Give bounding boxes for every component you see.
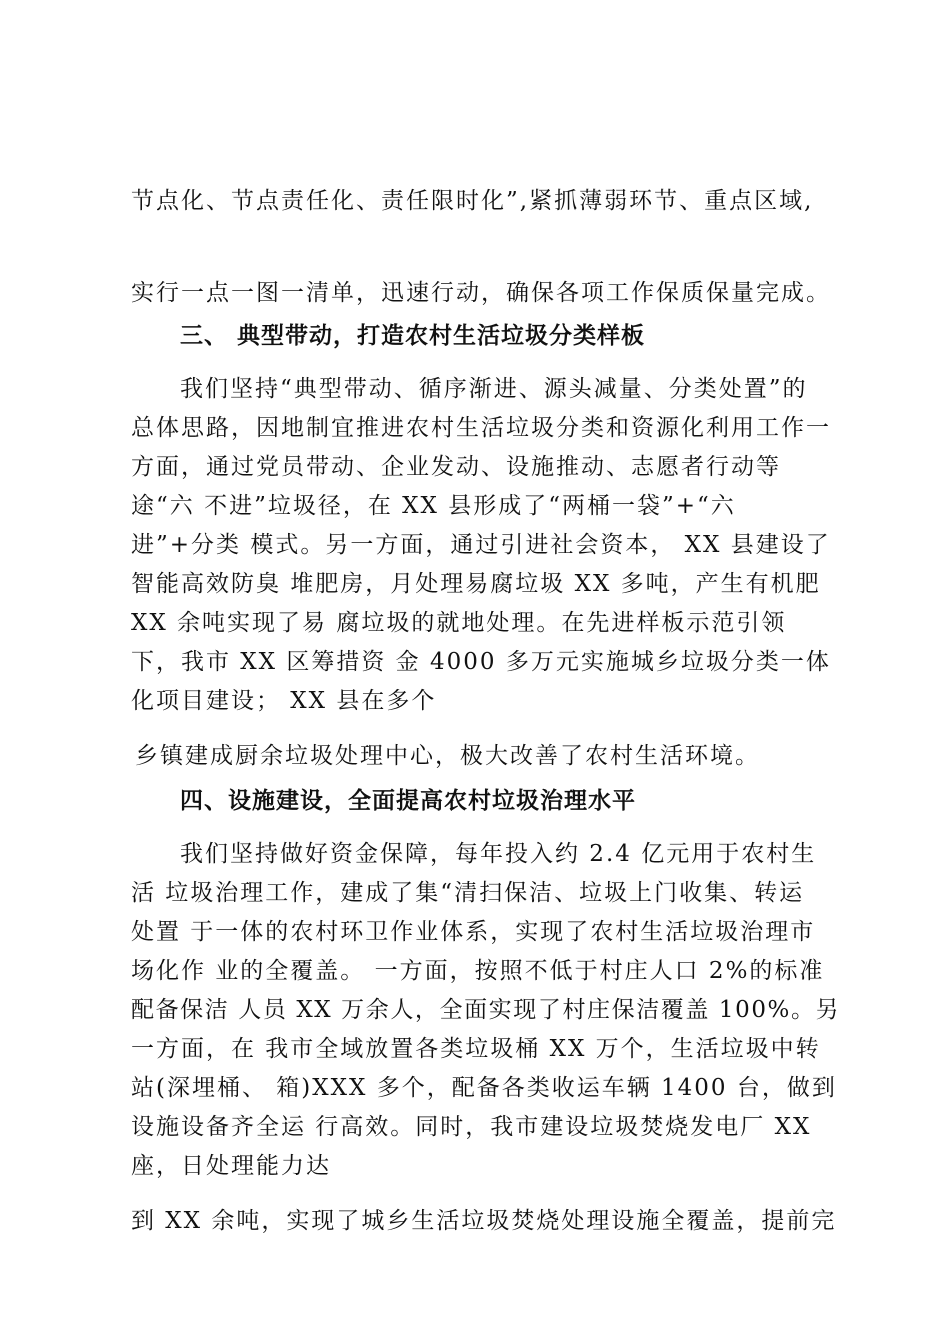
text-line: 处置 于一体的农村环卫作业体系，实现了农村生活垃圾治理市 [131,919,816,945]
text-line: 我们坚持“典型带动、循序渐进、源头减量、分类处置”的 [180,376,808,402]
text-line: XX 余吨实现了易 腐垃圾的就地处理。在先进样板示范引领 [131,610,787,636]
text-line: 场化作 业的全覆盖。 一方面，按照不低于村庄人口 2%的标准 [131,958,825,984]
text-line: 实行一点一图一清单，迅速行动，确保各项工作保质保量完成。 [131,280,831,306]
text-line: 一方面，在 我市全域放置各类垃圾桶 XX 万个，生活垃圾中转 [131,1036,821,1062]
text-line: 配备保洁 人员 XX 万余人，全面实现了村庄保洁覆盖 100%。另 [131,997,841,1023]
text-line: 途“六 不进”垃圾径，在 XX 县形成了“两桶一袋”+“六 [131,493,736,519]
text-line: 总体思路，因地制宜推进农村生活垃圾分类和资源化利用工作一 [131,415,831,441]
text-line: 到 XX 余吨，实现了城乡生活垃圾焚烧处理设施全覆盖，提前完 [131,1208,837,1234]
text-line: 我们坚持做好资金保障，每年投入约 2.4 亿元用于农村生 [180,841,817,867]
text-line: 设施设备齐全运 行高效。同时，我市建设垃圾焚烧发电厂 XX [131,1114,812,1140]
text-line: 方面，通过党员带动、企业发动、设施推动、志愿者行动等 [131,454,781,480]
text-line: 座，日处理能力达 [131,1153,331,1179]
text-line: 乡镇建成厨余垃圾处理中心，极大改善了农村生活环境。 [135,743,760,769]
text-line: 站(深埋桶、 箱)XXX 多个，配备各类收运车辆 1400 台，做到 [131,1075,837,1101]
text-line: 节点化、节点责任化、责任限时化”,紧抓薄弱环节、重点区域, [131,188,814,214]
text-line: 化项目建设； XX 县在多个 [131,688,437,714]
section-heading-4: 四、设施建设，全面提高农村垃圾治理水平 [180,788,636,814]
section-heading-3: 三、 典型带动，打造农村生活垃圾分类样板 [180,323,646,349]
text-line: 进”+分类 模式。另一方面，通过引进社会资本， XX 县建设了 [131,532,831,558]
text-line: 活 垃圾治理工作，建成了集“清扫保洁、垃圾上门收集、转运 [131,880,805,906]
text-line: 智能高效防臭 堆肥房，月处理易腐垃圾 XX 多吨，产生有机肥 [131,571,821,597]
text-line: 下，我市 XX 区筹措资 金 4000 多万元实施城乡垃圾分类一体 [131,649,831,675]
